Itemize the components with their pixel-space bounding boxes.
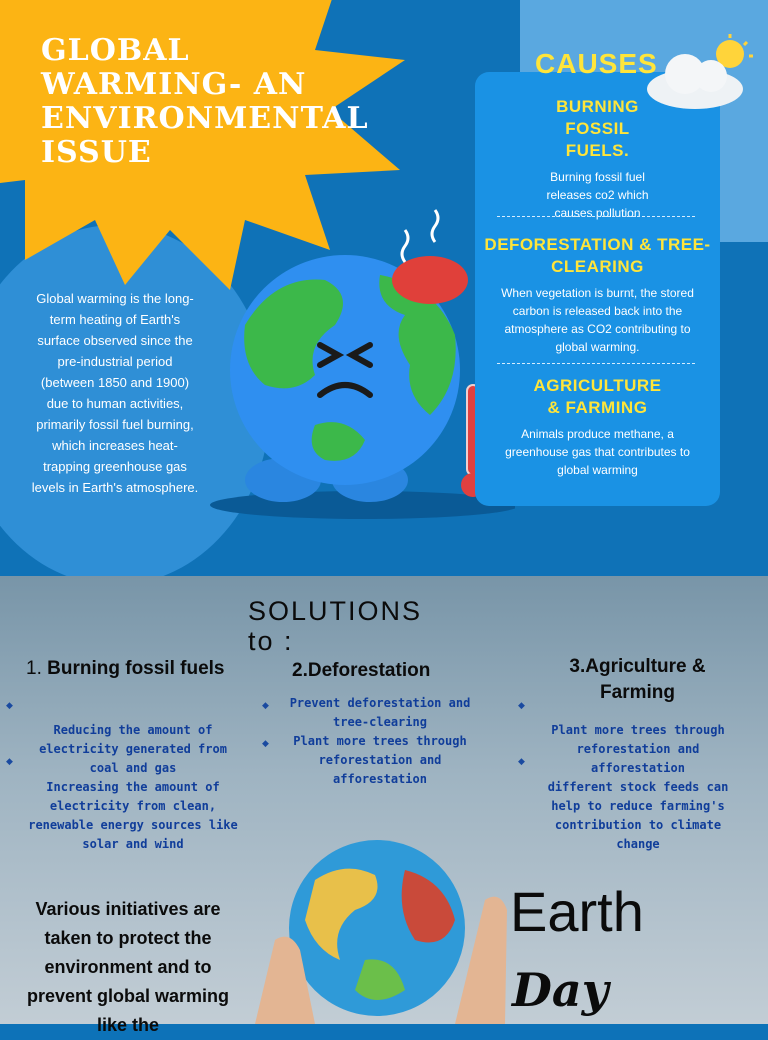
cause-item bbox=[475, 375, 720, 479]
divider bbox=[497, 216, 695, 217]
cause-text: Burning fossil fuel releases co2 which causes pollution bbox=[546, 170, 649, 220]
intro-paragraph: Global warming is the long-term heating of Earth's surface observed since the pre-industrial period (between 1850 and 1900) due to human activities, primarily fossil fuel burning, which increases heat-trapping greenhouse gas levels in Earth's atmosphere. bbox=[31, 291, 199, 495]
solution-point: Plant more trees through reforestation and afforestation bbox=[293, 734, 467, 786]
solution-point: different stock feeds can help to reduce farming's contribution to climate change bbox=[547, 780, 729, 851]
solution-point: Prevent deforestation and tree-clearing bbox=[289, 696, 471, 729]
solutions-title: SOLUTIONS to : bbox=[248, 596, 423, 656]
earth-word: Earth bbox=[510, 880, 644, 943]
cause-title: DEFORESTATION & TREE-CLEARING bbox=[484, 235, 711, 276]
solution-heading: 2.Deforestation bbox=[292, 660, 431, 681]
hand-globe-icon bbox=[255, 840, 515, 1024]
bullet-icon: ◆ bbox=[518, 756, 525, 766]
bullet-icon: ◆ bbox=[262, 738, 269, 748]
solution-heading-text: Burning fossil fuels bbox=[47, 658, 225, 679]
bullet-icon: ◆ bbox=[6, 700, 13, 710]
initiatives-text: Various initiatives are taken to protect the environment and to prevent global warming like the bbox=[26, 899, 230, 1035]
bullet-icon: ◆ bbox=[6, 756, 13, 766]
causes-heading: CAUSES bbox=[535, 48, 658, 79]
cause-item bbox=[475, 234, 720, 356]
solution-point: Reducing the amount of electricity generated from coal and gas bbox=[39, 723, 227, 775]
solution-point: Plant more trees through reforestation and afforestation bbox=[551, 723, 725, 775]
bullet-icon: ◆ bbox=[262, 700, 269, 710]
solution-heading: 3.Agriculture & Farming bbox=[569, 656, 706, 703]
cause-title: BURNING FOSSIL FUELS. bbox=[556, 97, 639, 160]
cause-item bbox=[475, 96, 720, 222]
day-word: Day bbox=[512, 963, 609, 1017]
cause-text: When vegetation is burnt, the stored carbon is released back into the atmosphere as CO2 contributing to global warming. bbox=[501, 286, 694, 354]
cause-text: Animals produce methane, a greenhouse gas that contributes to global warming bbox=[505, 427, 690, 477]
sad-earth-icon bbox=[205, 205, 515, 525]
page-title: GLOBAL WARMING- AN ENVIRONMENTAL ISSUE bbox=[41, 33, 369, 170]
bullet-icon: ◆ bbox=[518, 700, 525, 710]
solution-heading bbox=[26, 656, 226, 682]
solution-heading-num: 1. bbox=[26, 658, 42, 679]
cause-title: AGRICULTURE & FARMING bbox=[533, 376, 662, 417]
solution-point: Increasing the amount of electricity from clean, renewable energy sources like solar and wind bbox=[28, 780, 238, 851]
divider bbox=[497, 363, 695, 364]
